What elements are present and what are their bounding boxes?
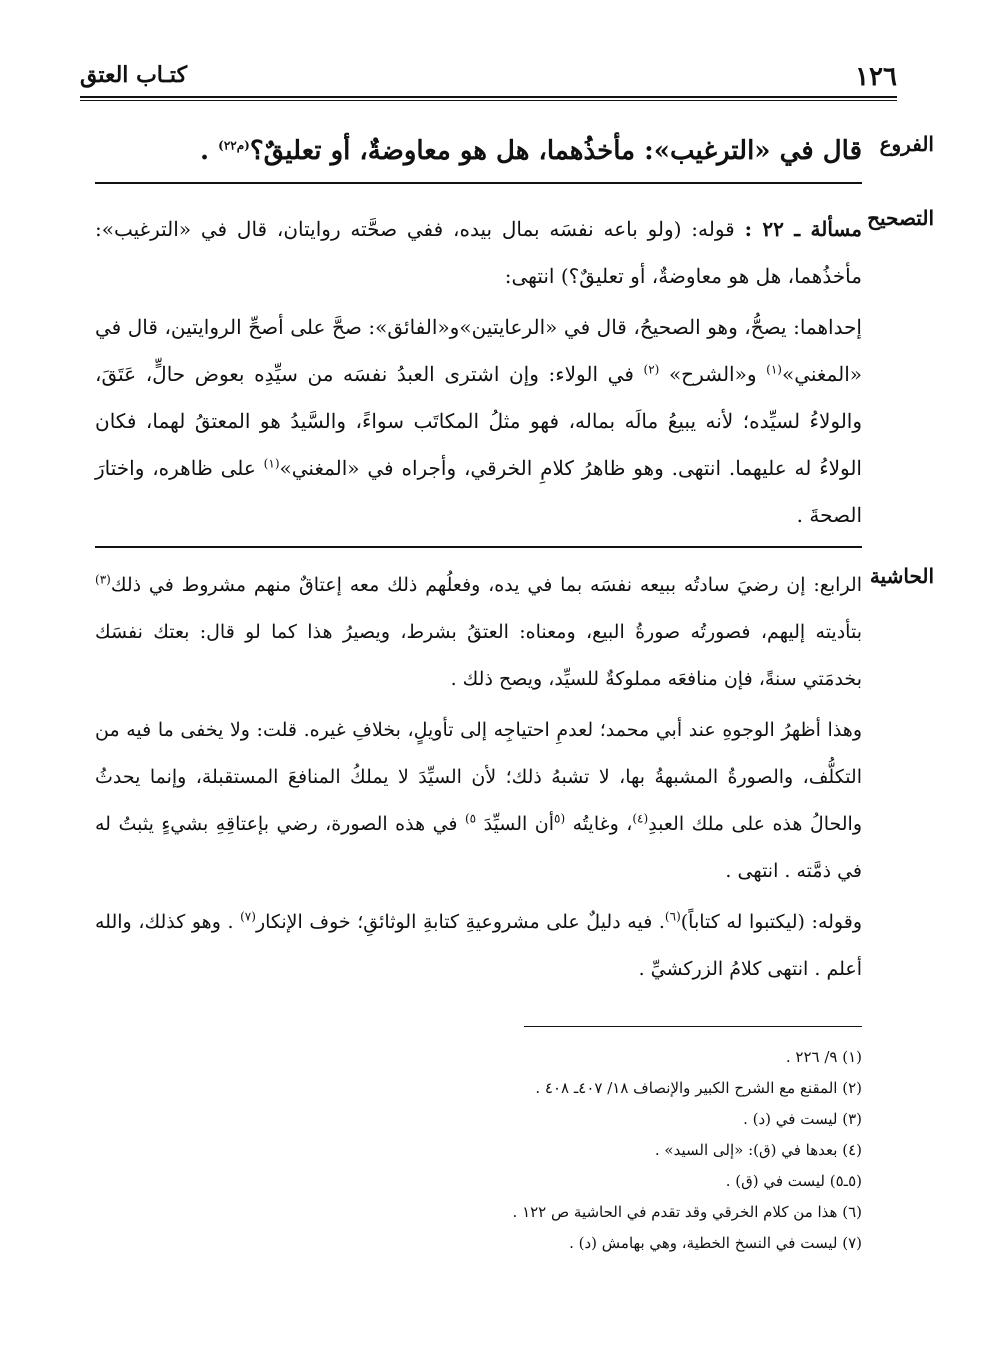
- footnote-ref: (٧): [240, 909, 256, 924]
- footnote-ref: (٢): [643, 362, 660, 377]
- footnote-ref: (٥: [554, 811, 566, 826]
- hashiya-text: في هذه الصورة، رضي بإعتاقِهِ بشيءٍ يثبتُ له في ذمَّته . انتهى .: [95, 813, 862, 882]
- section-divider: [95, 182, 862, 184]
- footnote-rule: [524, 1026, 862, 1027]
- footnote: (١) ٩/ ٢٢٦ .: [785, 1048, 862, 1066]
- tashih-text: إحداهما: يصحُّ، وهو الصحيحُ، قال في «الرعايتين»و«الفائق»: صحَّ على أصحِّ الروايتين، قال في «المغني»: [95, 315, 862, 386]
- footnote-ref: (٤): [632, 811, 649, 826]
- hashiya-text: . فيه دليلٌ على مشروعيةِ كتابةِ الوثائقِ؛ خوف الإنكار: [255, 911, 665, 933]
- furu-end: .: [200, 136, 219, 166]
- tashih-text: على ظاهره، واختارَ الصحةَ .: [95, 456, 862, 527]
- issue-number: مسألة ـ ٢٢ :: [744, 217, 862, 241]
- footnote: (٢) المقنع مع الشرح الكبير والإنصاف ١٨/ ٤٠٧ـ ٤٠٨ .: [535, 1079, 862, 1097]
- footnote: (٣) ليست في (د) .: [743, 1110, 862, 1128]
- footnote-ref: ٥): [464, 811, 477, 826]
- tashih-paragraph: [95, 206, 862, 300]
- tashih-section: [95, 206, 862, 539]
- header-rule: [80, 96, 897, 101]
- label-furu: الفروع: [879, 132, 934, 156]
- hashiya-text: . وهو كذلك، والله أعلم . انتهى كلامُ الزركشيِّ .: [95, 911, 862, 980]
- page-number: ١٢٦: [855, 62, 897, 92]
- footnote: (٥ـ٥) ليست في (ق) .: [725, 1172, 862, 1190]
- hashiya-paragraph: [95, 707, 862, 895]
- tashih-text: و«الشرح»: [659, 362, 767, 386]
- footnote: (٦) هذا من كلام الخرقي وقد تقدم في الحاشية ص ١٢٢ .: [512, 1203, 862, 1221]
- hashiya-text: وهذا أظهرُ الوجوهِ عند أبي محمد؛ لعدمِ احتياجِه إلى تأويلٍ، بخلافِ غيره. قلت: ولا يخفى ما فيه من التكلُّف، والصورةُ المشبهةُ بها، لا تشبهُ ذلك؛ لأن السيِّدَ لا يملكُ المنافعَ المستقبلة، وإنما يحدثُ والحالُ هذه على ملك العبدِ: [95, 719, 862, 835]
- book-title: كتـاب العتق: [80, 62, 188, 88]
- tashih-paragraph: [95, 304, 862, 539]
- furu-text: قال في «الترغيب»: مأخذُهما، هل هو معاوضةٌ، أو تعليقٌ؟: [249, 136, 862, 166]
- hashiya-text: وقوله: (ليكتبوا له كتاباً): [680, 911, 863, 933]
- hashiya-section: [95, 562, 862, 993]
- hashiya-paragraph: [95, 899, 862, 993]
- hashiya-text: بتأديته إليهم، فصورتُه صورةُ البيع، ومعناه: العتقُ بشرط، ويصيرُ هذا كما لو قال: بعتك نفسَك بخدمَتي سنةً، فإن منافعَه مملوكةٌ للسيِّد، ويصح ذلك .: [95, 621, 862, 690]
- tashih-text: في الولاء: وإن اشترى العبدُ نفسَه من سيِّدِه بعوض حالٍّ، عَتَقَ، والولاءُ لسيِّده؛ لأنه يبيعُ مالَه بماله، فهو مثلُ المكاتَب سواءً، والسَّيدُ هو المعتقُ لهما، فكان الولاءُ له عليهما. انتهى. وهو ظاهرُ كلامِ الخرقي، وأجراه في «المغني»: [95, 362, 862, 480]
- hashiya-paragraph: [95, 562, 862, 703]
- hashiya-text: ، وغايتُه: [565, 813, 633, 835]
- page-header: [80, 54, 897, 94]
- label-hashiya: الحاشية: [869, 564, 934, 588]
- label-tashih: التصحيح: [867, 206, 934, 230]
- section-divider: [95, 546, 862, 548]
- furu-section: [95, 126, 862, 176]
- footnote-ref: (١): [263, 456, 280, 471]
- footnote: (٧) ليست في النسخ الخطية، وهي بهامش (د) .: [569, 1234, 862, 1252]
- furu-note-ref: (م٢٢): [218, 138, 250, 153]
- footnote: (٤) بعدها في (ق): «إلى السيد» .: [654, 1141, 862, 1159]
- tashih-text: قوله: (ولو باعه نفسَه بمال بيده، ففي صحَّته روايتان، قال في «الترغيب»: مأخذُهما، هل هو معاوضةٌ، أو تعليقٌ؟) انتهى:: [95, 217, 862, 288]
- footnote-ref: (٦): [664, 909, 681, 924]
- footnote-ref: (٣): [95, 572, 111, 587]
- hashiya-text: الرابع: إن رضيَ سادتُه ببيعه نفسَه بما في يده، وفعلُهم ذلك معه إعتاقٌ منهم مشروط في ذلك: [110, 574, 862, 596]
- footnotes: [95, 1042, 862, 1259]
- footnote-ref: (١): [766, 362, 782, 377]
- hashiya-text: أن السيِّدَ: [476, 813, 555, 835]
